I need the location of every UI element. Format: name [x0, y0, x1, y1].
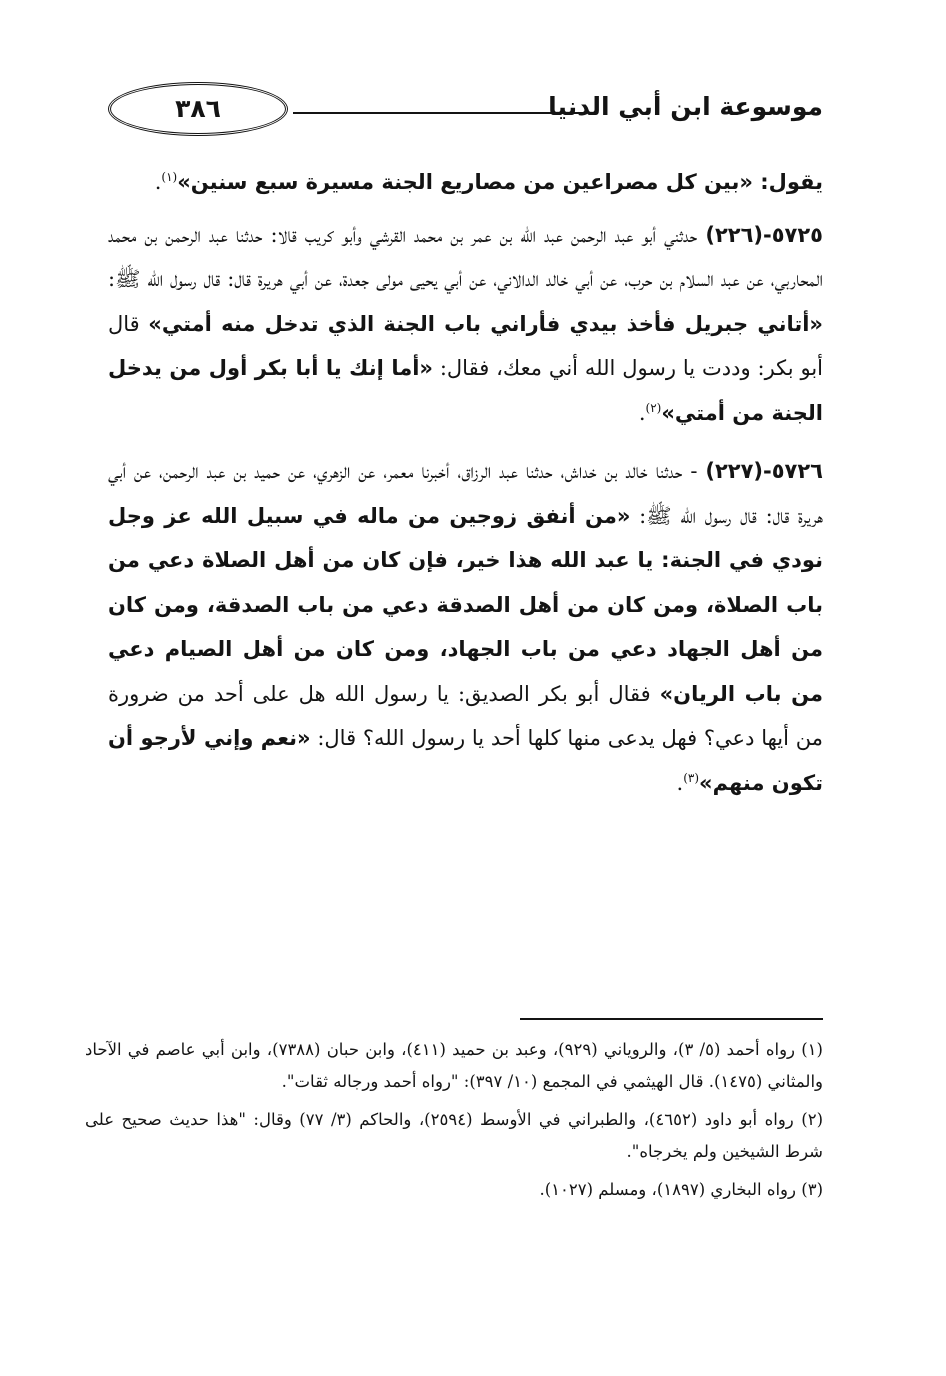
page-number: ٣٨٦ [108, 82, 288, 136]
footnotes [85, 1034, 823, 1212]
footnote: (٣) رواه البخاري (١٨٩٧)، ومسلم (١٠٢٧). [539, 1180, 823, 1199]
period: . [154, 170, 162, 194]
hadith-paragraph [108, 449, 823, 805]
paragraph-continuation [108, 160, 823, 205]
footnote-separator [520, 1018, 823, 1020]
hadith-quote: «من أنفق زوجين من ماله في سبيل الله عز وجل نودي في الجنة: يا عبد الله هذا خير، فإن كان من أهل الصلاة دعي من باب الصلاة، ومن كان من أهل الصدقة دعي من باب الصدقة، ومن كان من أهل الجهاد دعي من باب الجهاد، ومن كان من أهل الصيام دعي من باب الريان» [108, 503, 823, 706]
narration-text: فقال أبو بكر الصديق: يا رسول الله هل على أحد من ضرورة من أيها دعي؟ فهل يدعى منها كلها أحد يا رسول الله؟ قال: [108, 681, 823, 750]
footnote-ref: (٣) [683, 770, 700, 785]
isnad-text: - حدثنا خالد بن خداش، حدثنا عبد الرزاق، أخبرنا معمر، عن الزهري، عن حميد بن عبد الرحمن، عن أبي هريرة قال: قال رسول الله ﷺ: [108, 459, 823, 528]
hadith-number: ٥٧٢٥-(٢٢٦) [705, 222, 823, 247]
header-rule [293, 112, 583, 114]
hadith-paragraph [108, 213, 823, 436]
page-header [108, 82, 823, 140]
isnad-text: حدثني أبو عبد الرحمن عبد الله بن عمر بن محمد القرشي وأبو كريب قالا: حدثنا عبد الرحمن بن محمد المحاربي، عن عبد السلام بن حرب، عن أبي خالد الدالاني، عن أبي يحيى مولى جعدة، عن أبي هريرة قال: قال رسول الله ﷺ: [108, 222, 823, 291]
period: . [638, 400, 646, 425]
hadith-quote: يقول: «بين كل مصراعين من مصاريع الجنة مسيرة سبع سنين» [177, 170, 823, 194]
page-title: موسوعة ابن أبي الدنيا [548, 92, 823, 121]
footnote-ref: (١) [161, 170, 178, 184]
hadith-quote: «نعم وإني لأرجو أن تكون منهم» [108, 726, 823, 795]
main-text [108, 160, 823, 819]
hadith-number: ٥٧٢٦-(٢٢٧) [705, 459, 823, 483]
footnote-ref: (٢) [645, 400, 662, 415]
hadith-quote: «أتاني جبريل فأخذ بيدي فأراني باب الجنة الذي تدخل منه أمتي» [148, 311, 823, 336]
footnote: (١) رواه أحمد (٥/ ٣)، والروياني (٩٢٩)، وعبد بن حميد (٤١١)، وابن حبان (٧٣٨٨)، وابن أبي عاصم في الآحاد والمثاني (١٤٧٥). قال الهيثمي في المجمع (١٠/ ٣٩٧): "رواه أحمد ورجاله ثقات". [85, 1040, 823, 1091]
period: . [676, 770, 684, 795]
footnote: (٢) رواه أبو داود (٤٦٥٢)، والطبراني في الأوسط (٢٥٩٤)، والحاكم (٣/ ٧٧) وقال: "هذا حديث صحيح على شرط الشيخين ولم يخرجاه". [85, 1110, 823, 1161]
narration-text: قال أبو بكر: وددت يا رسول الله أني معك، فقال: [108, 311, 823, 380]
hadith-quote: «أما إنك يا أبا بكر أول من يدخل الجنة من أمتي» [108, 356, 823, 425]
